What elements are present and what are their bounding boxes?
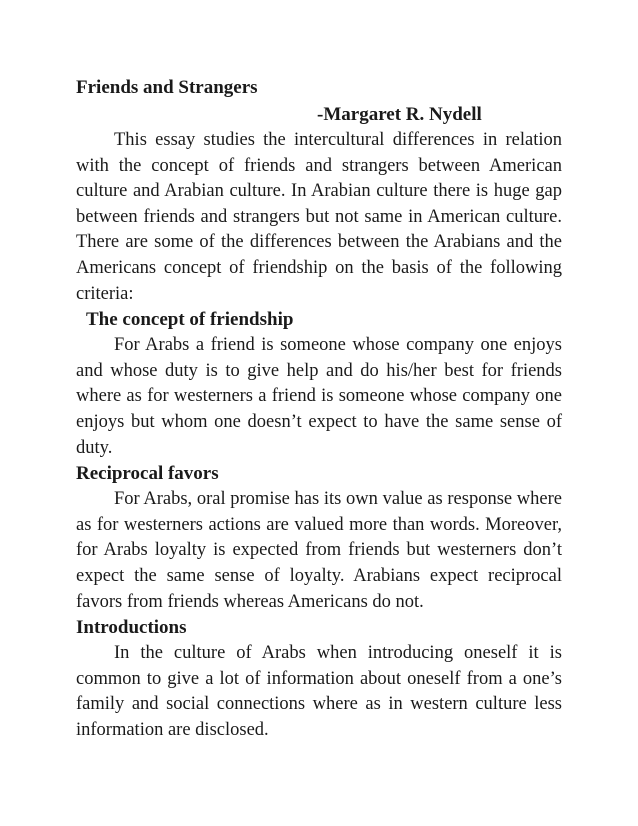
section-heading-reciprocal-favors: Reciprocal favors [76, 463, 219, 485]
section-body-introductions: In the culture of Arabs when introducing oneself it is common to give a lot of information about oneself from a one’s family and social connections where as in western culture less information are disclosed. [76, 643, 562, 740]
document-author: -Margaret R. Nydell [317, 104, 482, 125]
intro-paragraph: This essay studies the intercultural differences in relation with the concept of friends and strangers between American culture and Arabian culture. In Arabian culture there is huge gap between friends and strangers but not same in American culture. There are some of the differences between the Arabians and the Americans concept of friendship on the basis of the following criteria: [76, 130, 562, 304]
document-title: Friends and Strangers [76, 77, 258, 98]
section-heading-concept-of-friendship: The concept of friendship [86, 309, 294, 331]
section-body-concept-of-friendship: For Arabs a friend is someone whose company one enjoys and whose duty is to give help and do his/her best for friends where as for westerners a friend is someone whose company one enjoys but whom one doesn’t expect to have the same sense of duty. [76, 335, 562, 458]
section-heading-introductions: Introductions [76, 617, 187, 639]
document-page [76, 74, 562, 743]
section-body-reciprocal-favors: For Arabs, oral promise has its own value as response where as for westerners actions are valued more than words. Moreover, for Arabs loyalty is expected from friends but westerners don’t expect the same sense of loyalty. Arabians expect reciprocal favors from friends whereas Americans do not. [76, 489, 562, 612]
